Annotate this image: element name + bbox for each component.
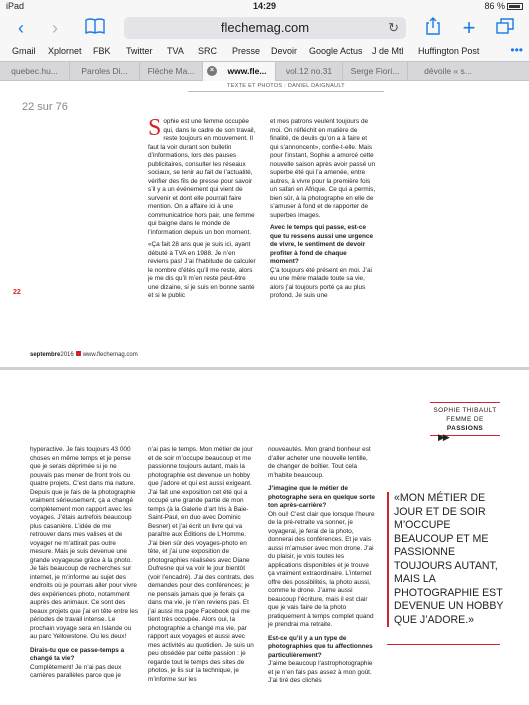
bookmark-item[interactable]: FBK [93,46,111,56]
article-column-3 [268,446,376,686]
article-column-1 [30,446,138,681]
paragraph: ophie est une femme occupée qui, dans le cadre de son travail, reste toujours en mouvement. Il faut la voir durant son bulletin d’informations, lors des pauses publicitaires, consulter les réseaux sociaux, se tenir au fait de l’actualité, vérifier des fils de presse pour savoir s’il y a un événement qui vient de survenir et dont elle pourrait faire mention. On a affaire ici à une communicatrice hors pair, une femme qui baigne dans le monde de l’information depuis un bon moment. [148,118,256,236]
pull-quote: «MON MÉTIER DE JOUR ET DE SOIR M’OCCUPE BEAUCOUP ET ME PASSIONNE TOUJOURS AUTANT, MAIS LA PHOTOGRAPHIE EST DEVENUE UN HOBBY QUE J’ADORE.» [387,492,507,627]
tab[interactable]: Paroles Di... [70,62,140,81]
tab[interactable]: Serge Fiori... [343,62,408,81]
bookmark-item[interactable]: J de Mtl [372,46,404,56]
bookmark-item[interactable]: Google Actus [309,46,363,56]
article-column-2 [270,118,376,301]
new-tab-button[interactable]: + [462,15,476,40]
interview-question: Avec le temps qui passe, est-ce que tu ressens aussi une urgence de vivre, le sentiment de devoir profiter à fond de chaque moment? [270,224,373,265]
paragraph: hyperactive. Je fais toujours 43 000 choses en même temps et je pense que je serais déprimée si je ne pouvais pas mener de front trois ou quatre projets. C’est dans ma nature. Depuis que je fais de la photographie vraiment sérieusement, ça a changé complètement mon rapport avec les voyages. J’étais autrefois beaucoup plus casanière. L’idée de me retrouver dans mes valises et de voyager ne m’attirait pas outre mesure. Mais je suis devenue une grande voyageuse grâce à la photo. Je fais beaucoup de recherches sur internet, je m’informe au sujet des endroits où je pourrais aller pour vivre des expériences photo, notamment auprès des animaux. Ce sont des beaux projets que j’ai en tête entre les périodes de travail intense. Le prochain voyage sera en Islande ou au parc Yellowstone. Ou les deux! [30,446,139,640]
paragraph: et mes patrons veulent toujours de moi. On réfléchit en matière de finalité, de deuils qu’on a à faire et qui s’annoncent», confie-t-elle. Mais pour l’instant, Sophie a amorcé cette nouvelle saison après avoir passé un superbe été qui l’a amenée, entre autres, à vivre pour la première fois un safari en Afrique. Ce qui a permis, bien sûr, à la photographe en elle de s’amuser à fond et de rapporter de superbes images. [270,118,376,219]
tabs-overview-button[interactable] [494,17,516,39]
magazine-page-left [0,81,529,367]
paragraph: n’ai pas le temps. Mon métier de jour et de soir m’occupe beaucoup et me passionne toujours autant, mais la photographie est devenue un hobby que j’adore et qui est aussi exigeant. J’ai fait une exposition cet été qui a occupé une grande partie de mon temps (à la Galerie d’art Iris à Baie-Saint-Paul, en duo avec Dominic Besner) et j’ai écrit un livre qui va paraître aux Éditions de L’Homme. J’ai bien sûr des voyages-photo en tête, et j’ai une exposition de photographies réalisées avec Diane Dufresne qui va voir le jour bientôt (voir l’encadré). J’ai des contrats, des demandes pour des conférences; je ne pensais jamais que je ferais ça dans ma vie, je n’en reviens pas. Et j’ai aussi ma page Facebook qui me tient très occupée. Alors oui, la photographie a changé ma vie, par rapport aux voyages et aussi avec mes activités au quotidien. Je suis un peu obsédée par cette passion : je regarde tout le temps des sites de photos, je lis sur la technique, je m’informe sur les [148,446,254,683]
bookmarks-button[interactable] [84,17,106,39]
byline-role: FEMME DE [446,416,484,423]
paragraph: J’aime beaucoup l’astrophotographie et je n’en fais pas assez à mon goût. J’ai tiré des clichés [268,660,373,684]
byline-bold: PASSIONS [446,425,484,432]
clock: 14:29 [252,1,277,11]
bookmark-item[interactable]: Gmail [12,46,36,56]
drop-cap: S [148,115,162,141]
bookmark-item[interactable]: Devoir [271,46,298,56]
bookmark-item[interactable]: Huffington Post [418,46,480,56]
byline-name: SOPHIE THIBAULT [433,407,497,414]
paragraph: Complètement! Je n’ai pas deux carrières parallèles parce que je [30,663,122,679]
paragraph: «Ça fait 28 ans que je suis ici, ayant débuté à TVA en 1988. Je n’en reviens pas! J’ai l’habitude de calculer le nombre d’étés qu’il me reste, alors je me dis qu’il m’en reste peut-être une dizaine, si je suis en bonne santé et si le public [148,241,256,299]
battery-percent: 86 % [484,1,505,11]
interview-question: Dirais-tu que ce passe-temps a changé ta vie? [30,646,125,662]
interview-question: Est-ce qu’il y a un type de photographies que tu affectionnes particulièrement? [268,634,373,659]
tab[interactable]: dévoile « s... [424,66,472,76]
reload-icon[interactable]: ↻ [388,20,399,35]
tab-active-label: www.fle... [227,66,267,76]
close-tab-icon[interactable]: × [207,66,217,76]
interview-question: J’imagine que le métier de photographe sera en quelque sorte ton après-carrière? [268,485,375,509]
arrows-icon: ▶▶ [438,432,448,442]
battery-icon [507,3,523,10]
footer-square-icon [76,351,81,356]
bookmark-item[interactable]: TVA [167,46,184,56]
footer-year: 2016 [60,352,74,358]
battery-indicator [484,1,523,11]
device-label: iPad [6,1,25,11]
bookmarks-more-icon[interactable]: ••• [510,43,523,57]
bookmark-item[interactable]: SRC [198,46,218,56]
tab[interactable]: quebec.hu... [0,62,70,81]
tab[interactable]: vol.12 no.31 [276,62,343,81]
address-bar[interactable] [124,17,406,39]
bookmark-item[interactable]: Presse [232,46,261,56]
footer-month: septembre [30,352,61,358]
bookmark-item[interactable]: Xplornet [48,46,82,56]
article-byline [430,402,500,436]
share-icon [425,17,441,35]
status-bar [0,0,529,13]
footer-site: www.flechemag.com [82,352,138,358]
photo-credit: TEXTE ET PHOTOS : DANIEL DAIGNAULT [188,83,384,92]
paragraph: nouveautés. Mon grand bonheur est d’aller acheter une nouvelle lentille, de changer de boîtier. Tout cela m’habite beaucoup. [268,446,371,479]
pull-quote-rule [387,644,500,645]
paragraph: Oh oui! C’est clair que lorsque l’heure de la pré-retraite va sonner, je voyagerai, je ferai de la photo, donnerai des conférences. Et je vais aussi m’amuser avec mon drone. J’ai du plaisir, je vois toutes les applications disponibles et je trouve ça vraiment extraordinaire. L’internet offre des possibilités, la photo aussi, comme le drone. J’aime aussi beaucoup l’écriture, mais il est clair que je vais faire de la photo pratiquement à temps complet quand je prendrai ma retraite. [268,510,375,628]
tab[interactable]: Flèche Ma... [140,62,203,81]
page-footer [30,351,138,358]
article-column-2 [148,446,256,684]
bookmark-item[interactable]: Twitter [126,46,153,56]
url-text: flechemag.com [220,20,310,35]
bookmarks-bar [0,43,529,61]
tab-active[interactable] [203,62,276,81]
forward-button[interactable]: › [52,18,58,38]
paragraph: Ç’a toujours été présent en moi. J’ai eu une mère malade toute sa vie, alors j’ai toujours porté ça au plus profond. Je suis une [270,266,372,299]
book-icon [85,18,105,34]
back-button[interactable]: ‹ [18,18,24,38]
page-number: 22 [13,289,21,296]
page-counter: 22 sur 76 [22,101,68,113]
article-column-1 [148,115,256,301]
magazine-page-right [0,370,529,705]
browser-toolbar [0,13,529,43]
tabs-icon [496,18,514,34]
share-button[interactable] [422,17,444,39]
tab-strip [0,61,529,81]
